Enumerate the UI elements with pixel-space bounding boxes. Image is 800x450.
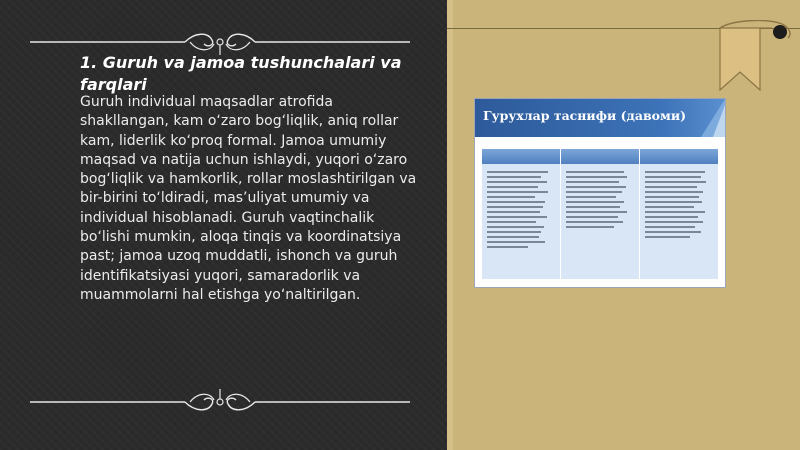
slide-thumbnail-image (474, 98, 726, 288)
thumbnail-title: Гурухлар таснифи (давоми) (483, 108, 687, 123)
thumbnail-flare-icon (691, 99, 725, 137)
thumbnail-column-1 (482, 149, 560, 279)
thumbnail-column-3 (640, 149, 718, 279)
slide-body-text: Guruh individual maqsadlar atrofida shakllangan, kam o‘zaro bog‘liqlik, aniq rollar kam, liderlik ko‘proq formal. Jamoa umumiy maqsad va natija uchun ishlaydi, yuqori o‘zaro bog‘liqlik va hamkorlik, rollar moslashtirilgan va bir-birini to‘ldiradi, mas’uliyat umumiy va individual hisoblanadi. Guruh vaqtinchalik bo‘lishi mumkin, aloqa tinqis va koordinatsiya past; jamoa uzoq muddatli, ishonch va guruh identifikatsiyasi yuqori, samaradorlik va muammolarni hal etishga yo‘naltirilgan. (80, 94, 417, 303)
bottom-ornament-divider-icon (30, 388, 410, 416)
thumbnail-header (475, 99, 725, 137)
thumbnail-column-2 (561, 149, 639, 279)
bookmark-ribbon-icon (712, 20, 796, 104)
slide-heading: 1. Guruh va jamoa tushunchalari va farqlari (80, 53, 402, 94)
